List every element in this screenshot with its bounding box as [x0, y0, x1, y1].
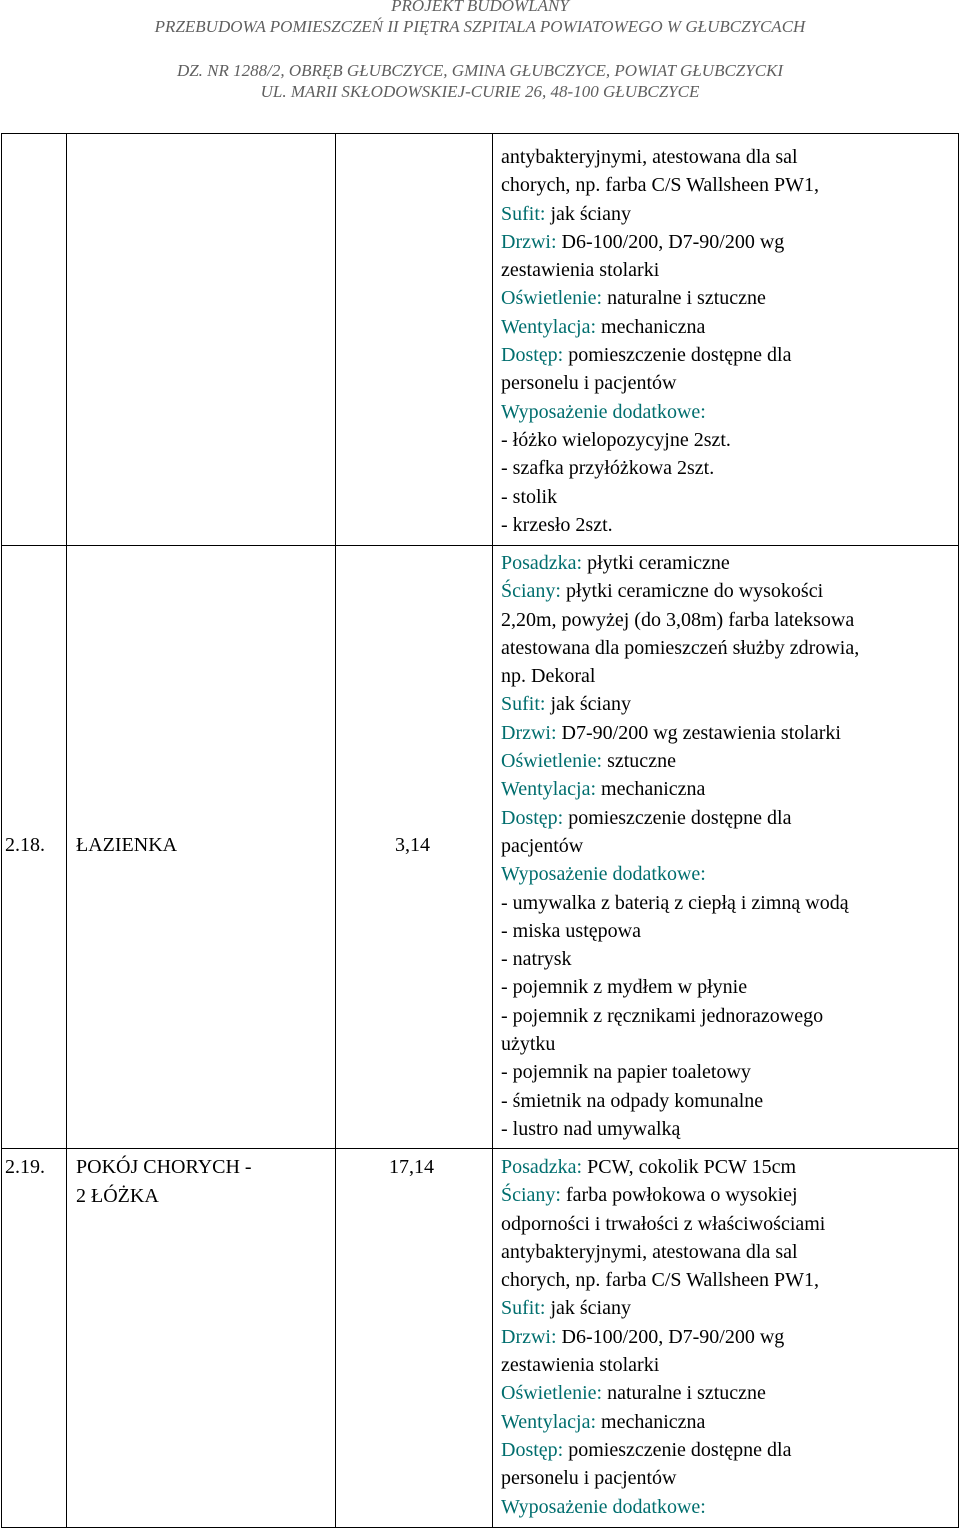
description-text: płytki ceramiczne do wysokości	[561, 580, 824, 603]
room-description	[501, 1153, 956, 1521]
description-text: antybakteryjnymi, atestowana dla sal	[501, 1240, 798, 1263]
room-description-continued	[501, 143, 956, 539]
description-line	[501, 1210, 956, 1238]
description-label: Ściany:	[501, 1184, 561, 1207]
description-line	[501, 143, 956, 171]
description-text: naturalne i sztuczne	[602, 287, 766, 310]
description-label: Oświetlenie:	[501, 287, 603, 310]
description-label: Wyposażenie dodatkowe:	[501, 863, 706, 886]
description-line	[501, 973, 956, 1001]
description-line	[501, 1379, 956, 1407]
description-text: personelu i pacjentów	[501, 372, 677, 395]
description-label: Dostęp:	[501, 344, 564, 367]
description-text: - pojemnik z ręcznikami jednorazowego	[501, 1004, 824, 1027]
description-text: chorych, np. farba C/S Wallsheen PW1,	[501, 1269, 819, 1292]
description-text: użytku	[501, 1033, 556, 1056]
header-address: UL. MARII SKŁODOWSKIEJ-CURIE 26, 48-100 GŁUBCZYCE	[260, 82, 700, 101]
table-left-border	[1, 133, 2, 1528]
description-line	[501, 860, 956, 888]
description-line	[501, 549, 956, 577]
description-line	[501, 1408, 956, 1436]
description-text: pacjentów	[501, 834, 584, 857]
description-text: zestawienia stolarki	[501, 1354, 660, 1377]
description-text: - umywalka z baterią z ciepłą i zimną wodą	[501, 891, 849, 914]
description-text: - natrysk	[501, 948, 572, 971]
description-line	[501, 945, 956, 973]
description-text: sztuczne	[602, 750, 676, 773]
description-label: Sufit:	[501, 693, 546, 716]
description-line	[501, 917, 956, 945]
description-line	[501, 1087, 956, 1115]
description-label: Sufit:	[501, 1297, 546, 1320]
description-text: chorych, np. farba C/S Wallsheen PW1,	[501, 174, 819, 197]
description-label: Oświetlenie:	[501, 750, 603, 773]
description-text: PCW, cokolik PCW 15cm	[582, 1156, 796, 1178]
description-line	[501, 1464, 956, 1492]
description-line	[501, 1115, 956, 1143]
description-line	[501, 1153, 956, 1181]
col-divider-number	[66, 133, 67, 1528]
room-name-line-2: 2 ŁÓŻKA	[76, 1185, 159, 1207]
description-text: antybakteryjnymi, atestowana dla sal	[501, 146, 798, 168]
description-line	[501, 1323, 956, 1351]
description-text: odporności i trwałości z właściwościami	[501, 1212, 826, 1235]
table-top-border	[1, 133, 959, 134]
description-text: mechaniczna	[596, 778, 706, 801]
description-label: Wentylacja:	[501, 1410, 597, 1433]
description-label: Drzwi:	[501, 230, 557, 253]
header-plot-info: DZ. NR 1288/2, OBRĘB GŁUBCZYCE, GMINA GŁUBCZYCE, POWIAT GŁUBCZYCKI	[176, 61, 784, 80]
description-label: Oświetlenie:	[501, 1382, 603, 1405]
description-text: D7-90/200 wg zestawienia stolarki	[556, 721, 841, 744]
col-divider-name	[335, 133, 336, 1528]
description-text: jak ściany	[545, 1297, 631, 1320]
description-line	[501, 719, 956, 747]
description-line	[501, 454, 956, 482]
description-line	[501, 634, 956, 662]
description-line	[501, 511, 956, 539]
description-text: płytki ceramiczne	[582, 552, 730, 574]
description-text: 2,20m, powyżej (do 3,08m) farba lateksowa	[501, 608, 855, 631]
description-line	[501, 662, 956, 690]
description-text: - stolik	[501, 485, 558, 508]
description-line	[501, 1294, 956, 1322]
description-line	[501, 1493, 956, 1521]
description-label: Dostęp:	[501, 1438, 564, 1461]
description-line	[501, 313, 956, 341]
description-text: mechaniczna	[596, 315, 706, 338]
description-line	[501, 1436, 956, 1464]
description-label: Dostęp:	[501, 806, 564, 829]
description-text: personelu i pacjentów	[501, 1467, 677, 1490]
description-line	[501, 200, 956, 228]
description-text: - krzesło 2szt.	[501, 513, 613, 536]
table-bottom-border	[1, 1527, 959, 1528]
description-line	[501, 1030, 956, 1058]
description-line	[501, 369, 956, 397]
description-text: farba powłokowa o wysokiej	[561, 1184, 798, 1207]
room-name: ŁAZIENKA	[76, 834, 178, 856]
table-right-border	[958, 133, 959, 1528]
description-text: jak ściany	[545, 693, 631, 716]
description-text: jak ściany	[545, 202, 631, 225]
description-label: Wyposażenie dodatkowe:	[501, 1495, 706, 1518]
description-line	[501, 1238, 956, 1266]
description-text: naturalne i sztuczne	[602, 1382, 766, 1405]
description-text: - miska ustępowa	[501, 919, 641, 942]
description-text: - łóżko wielopozycyjne 2szt.	[501, 428, 731, 451]
description-line	[501, 228, 956, 256]
description-line	[501, 1351, 956, 1379]
description-line	[501, 1266, 956, 1294]
description-label: Wentylacja:	[501, 778, 597, 801]
description-line	[501, 398, 956, 426]
description-text: D6-100/200, D7-90/200 wg	[556, 1325, 785, 1348]
description-line	[501, 426, 956, 454]
description-label: Drzwi:	[501, 1325, 557, 1348]
description-line	[501, 171, 956, 199]
room-number: 2.18.	[5, 834, 45, 856]
description-line	[501, 483, 956, 511]
description-label: Drzwi:	[501, 721, 557, 744]
description-label: Posadzka:	[501, 552, 583, 574]
description-label: Wyposażenie dodatkowe:	[501, 400, 706, 423]
description-text: pomieszczenie dostępne dla	[563, 344, 792, 367]
room-description	[501, 549, 956, 1143]
description-line	[501, 832, 956, 860]
description-text: zestawienia stolarki	[501, 259, 660, 282]
description-text: - lustro nad umywalką	[501, 1117, 681, 1140]
description-line	[501, 1181, 956, 1209]
description-line	[501, 1058, 956, 1086]
description-line	[501, 775, 956, 803]
header-project-title: PRZEBUDOWA POMIESZCZEŃ II PIĘTRA SZPITALA POWIATOWEGO W GŁUBCZYCACH	[154, 17, 806, 36]
room-area: 17,14	[389, 1156, 434, 1178]
description-text: np. Dekoral	[501, 665, 596, 688]
description-label: Wentylacja:	[501, 315, 597, 338]
description-text: D6-100/200, D7-90/200 wg	[556, 230, 785, 253]
description-line	[501, 889, 956, 917]
description-label: Posadzka:	[501, 1156, 583, 1178]
col-divider-area	[492, 133, 493, 1528]
description-line	[501, 747, 956, 775]
description-line	[501, 804, 956, 832]
description-line	[501, 256, 956, 284]
description-text: - pojemnik z mydłem w płynie	[501, 976, 748, 999]
room-name-line-1: POKÓJ CHORYCH -	[76, 1156, 252, 1178]
description-label: Ściany:	[501, 580, 561, 603]
description-text: atestowana dla pomieszczeń służby zdrowia,	[501, 636, 860, 659]
description-line	[501, 1002, 956, 1030]
description-text: - śmietnik na odpady komunalne	[501, 1089, 764, 1112]
header-project-type: PROJEKT BUDOWLANY	[391, 0, 569, 15]
description-line	[501, 341, 956, 369]
room-number: 2.19.	[5, 1156, 45, 1178]
description-text: mechaniczna	[596, 1410, 706, 1433]
description-label: Sufit:	[501, 202, 546, 225]
description-text: pomieszczenie dostępne dla	[563, 806, 792, 829]
description-line	[501, 577, 956, 605]
description-line	[501, 690, 956, 718]
row-divider-2	[1, 1148, 959, 1149]
description-text: pomieszczenie dostępne dla	[563, 1438, 792, 1461]
row-divider-1	[1, 545, 959, 546]
description-text: - szafka przyłóżkowa 2szt.	[501, 457, 715, 480]
description-text: - pojemnik na papier toaletowy	[501, 1061, 751, 1084]
description-line	[501, 284, 956, 312]
room-area: 3,14	[395, 834, 430, 856]
description-line	[501, 606, 956, 634]
